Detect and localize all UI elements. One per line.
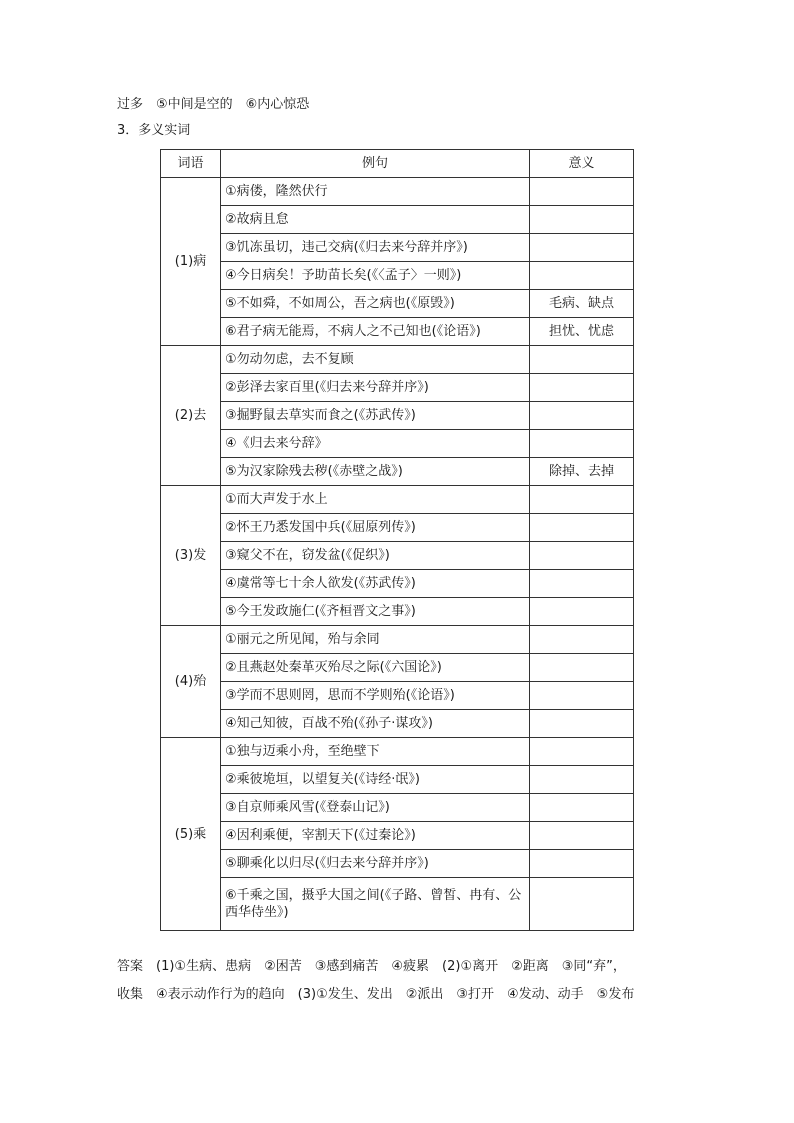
- table-row: [161, 598, 634, 626]
- meaning-cell: [530, 346, 634, 374]
- meaning-cell: 担忧、忧虑: [530, 318, 634, 346]
- table-row: [161, 682, 634, 710]
- header-example: 例句: [221, 150, 530, 178]
- meaning-cell: 毛病、缺点: [530, 290, 634, 318]
- meaning-cell: [530, 822, 634, 850]
- table-row: [161, 178, 634, 206]
- table-row: [161, 570, 634, 598]
- table-row: [161, 766, 634, 794]
- table-row: [161, 738, 634, 766]
- example-cell: ①勿动勿虑，去不复顾: [221, 346, 530, 374]
- meaning-cell: [530, 598, 634, 626]
- meaning-cell: [530, 794, 634, 822]
- meaning-cell: [530, 766, 634, 794]
- example-cell: ④今日病矣！予助苗长矣(《〈孟子〉一则》): [221, 262, 530, 290]
- table-row: [161, 374, 634, 402]
- example-cell: ②故病且怠: [221, 206, 530, 234]
- table-row: [161, 234, 634, 262]
- example-cell: ③饥冻虽切，违己交病(《归去来兮辞并序》): [221, 234, 530, 262]
- word-cell: (4)殆: [161, 626, 221, 738]
- example-cell: ⑤聊乘化以归尽(《归去来兮辞并序》): [221, 850, 530, 878]
- vocabulary-table: [160, 149, 634, 931]
- meaning-cell: [530, 178, 634, 206]
- example-cell: ③掘野鼠去草实而食之(《苏武传》): [221, 402, 530, 430]
- meaning-cell: [530, 626, 634, 654]
- example-cell: ③窥父不在，窃发盆(《促织》): [221, 542, 530, 570]
- answer-line-1: 答案 (1)①生病、患病 ②困苦 ③感到痛苦 ④疲累 (2)①离开 ②距离 ③同“弃”，: [117, 959, 626, 974]
- table-row: [161, 542, 634, 570]
- example-cell: ②且燕赵处秦革灭殆尽之际(《六国论》): [221, 654, 530, 682]
- word-cell: (1)病: [161, 178, 221, 346]
- meaning-cell: [530, 878, 634, 931]
- answer-block: [117, 953, 683, 1009]
- example-cell: ④《归去来兮辞》: [221, 430, 530, 458]
- table-row: [161, 794, 634, 822]
- meaning-cell: [530, 262, 634, 290]
- example-cell: ①病偻，隆然伏行: [221, 178, 530, 206]
- example-cell: ④虞常等七十余人欲发(《苏武传》): [221, 570, 530, 598]
- intro-line: 过多 ⑤中间是空的 ⑥内心惊恐: [117, 97, 310, 112]
- example-cell: ③学而不思则罔，思而不学则殆(《论语》): [221, 682, 530, 710]
- word-cell: (3)发: [161, 486, 221, 626]
- meaning-cell: [530, 206, 634, 234]
- header-meaning: 意义: [530, 150, 634, 178]
- meaning-cell: [530, 738, 634, 766]
- example-cell: ⑥千乘之国，摄乎大国之间(《子路、曾皙、冉有、公西华侍坐》): [221, 878, 530, 931]
- example-cell: ④因利乘便，宰割天下(《过秦论》): [221, 822, 530, 850]
- table-row: [161, 458, 634, 486]
- meaning-cell: [530, 374, 634, 402]
- meaning-cell: [530, 486, 634, 514]
- table-row: [161, 626, 634, 654]
- table-row: [161, 346, 634, 374]
- table-row: [161, 402, 634, 430]
- meaning-cell: [530, 542, 634, 570]
- table-row: [161, 430, 634, 458]
- table-row: [161, 710, 634, 738]
- table-row: [161, 486, 634, 514]
- table-row: [161, 514, 634, 542]
- header-word: 词语: [161, 150, 221, 178]
- example-cell: ②彭泽去家百里(《归去来兮辞并序》): [221, 374, 530, 402]
- example-cell: ②怀王乃悉发国中兵(《屈原列传》): [221, 514, 530, 542]
- table-row: [161, 262, 634, 290]
- table-body: [161, 178, 634, 931]
- table-row: [161, 822, 634, 850]
- meaning-cell: [530, 710, 634, 738]
- table-row: [161, 850, 634, 878]
- meaning-cell: [530, 570, 634, 598]
- example-cell: ①丽元之所见闻，殆与余同: [221, 626, 530, 654]
- example-cell: ⑤今王发政施仁(《齐桓晋文之事》): [221, 598, 530, 626]
- example-cell: ⑥君子病无能焉，不病人之不己知也(《论语》): [221, 318, 530, 346]
- meaning-cell: 除掉、去掉: [530, 458, 634, 486]
- example-cell: ⑤不如舜，不如周公，吾之病也(《原毁》): [221, 290, 530, 318]
- table-row: [161, 206, 634, 234]
- table-row: [161, 654, 634, 682]
- table-row: [161, 318, 634, 346]
- table-row: [161, 878, 634, 931]
- table-row: [161, 290, 634, 318]
- meaning-cell: [530, 654, 634, 682]
- meaning-cell: [530, 430, 634, 458]
- meaning-cell: [530, 682, 634, 710]
- meaning-cell: [530, 402, 634, 430]
- answer-line-2: 收集 ④表示动作行为的趋向 (3)①发生、发出 ②派出 ③打开 ④发动、动手 ⑤发布: [117, 987, 635, 1002]
- example-cell: ③自京师乘风雪(《登泰山记》): [221, 794, 530, 822]
- example-cell: ①独与迈乘小舟，至绝壁下: [221, 738, 530, 766]
- table-header-row: [161, 150, 634, 178]
- word-cell: (5)乘: [161, 738, 221, 931]
- meaning-cell: [530, 234, 634, 262]
- meaning-cell: [530, 514, 634, 542]
- word-cell: (2)去: [161, 346, 221, 486]
- example-cell: ④知己知彼，百战不殆(《孙子·谋攻》): [221, 710, 530, 738]
- meaning-cell: [530, 850, 634, 878]
- example-cell: ⑤为汉家除残去秽(《赤壁之战》): [221, 458, 530, 486]
- example-cell: ①而大声发于水上: [221, 486, 530, 514]
- section-heading: 3．多义实词: [117, 123, 191, 138]
- example-cell: ②乘彼垝垣，以望复关(《诗经·氓》): [221, 766, 530, 794]
